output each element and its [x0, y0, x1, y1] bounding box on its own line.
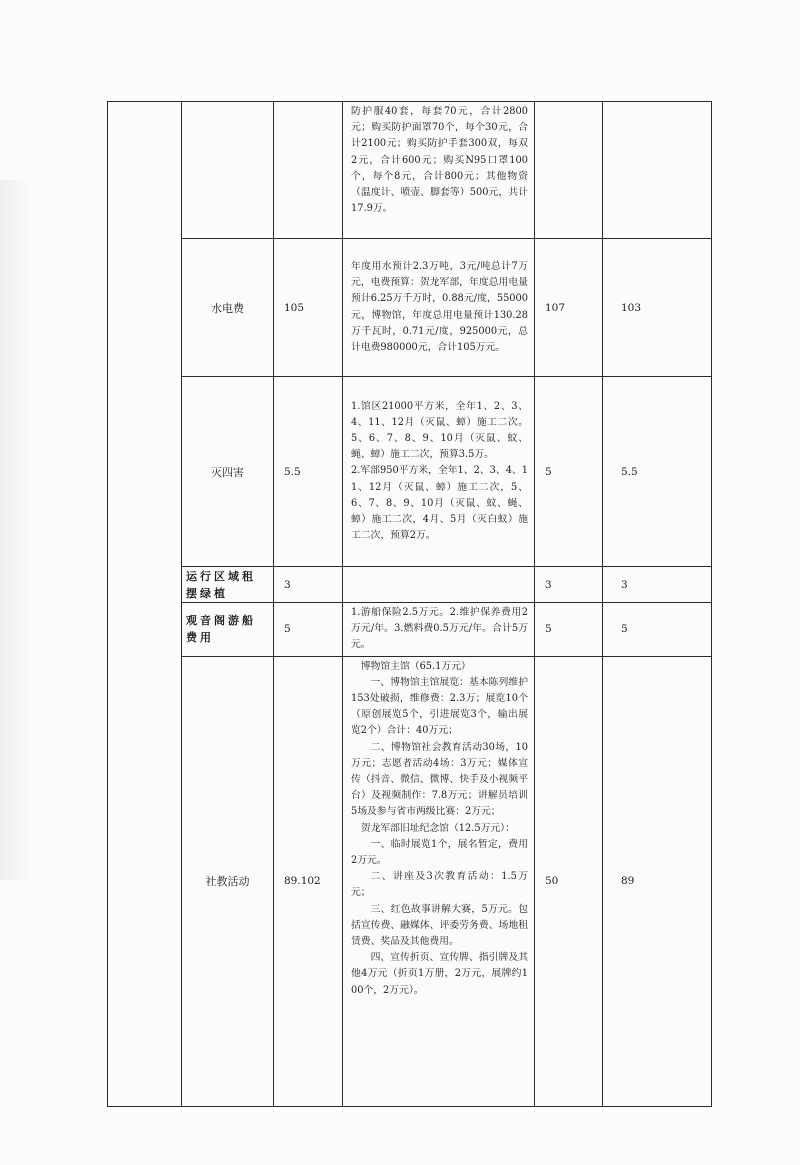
desc-text: 三、红色故事讲解大赛，5万元。包括宣传费、融媒体、评委劳务费、场地租赁费、奖品及其他费用。: [351, 903, 528, 948]
desc-cell: [343, 239, 535, 377]
item-cell: 观音阁游船费用: [182, 603, 274, 657]
desc-text: 2.军部950平方米，全年1、2、3、4、11、12月（灭鼠、蟑）施工二次，5、6、7、8、9、10月（灭鼠、蚊、蝇、蟑）施工二次，4月、5月（灭白蚁）施工二次，预算2万。: [351, 465, 528, 542]
desc-text: 二、讲座及3次教育活动：1.5万元；: [351, 871, 528, 899]
table-row: [108, 567, 712, 603]
table-row: [108, 377, 712, 567]
amount-cell: 3: [274, 567, 343, 603]
desc-cell: [343, 603, 535, 657]
value2-cell: 5: [603, 603, 712, 657]
desc-text: 贺龙军部旧址纪念馆（12.5万元）：: [360, 822, 515, 834]
table-row: [108, 603, 712, 657]
value1-cell: 107: [535, 239, 603, 377]
item-cell: 水电费: [182, 239, 274, 377]
desc-cell: [343, 377, 535, 567]
desc-text: 一、博物馆主馆展览：基本陈列维护153处破损，维修费：2.3万；展览10个（原创展览5个，引进展览3个，输出展览2个）合计：40万元；: [351, 676, 528, 737]
desc-text: 1.游船保险2.5万元。2.维护保养费用2万元/年。3.燃料费0.5万元/年。合计5万元。: [351, 607, 528, 651]
desc-cell: [343, 656, 535, 1106]
amount-cell: 89.102: [274, 656, 343, 1106]
table-row: [108, 239, 712, 377]
desc-cell: [343, 567, 535, 603]
amount-cell: [274, 102, 343, 239]
category-cell: [108, 102, 182, 1107]
value1-cell: 3: [535, 567, 603, 603]
amount-cell: 5: [274, 603, 343, 657]
value1-cell: 5: [535, 377, 603, 567]
desc-text: 博物馆主馆（65.1万元）: [360, 660, 471, 672]
table-row: [108, 102, 712, 239]
desc-text: 防护服40套，每套70元，合计2800元；购买防护面罩70个，每个30元，合计2100元；购买防护手套300双，每双2元，合计600元；购买N95口罩100个，每个8元，合计800元；其他物资（温度计、喷壶、脚套等）500元，共计17.9万。: [351, 106, 528, 215]
item-cell: [182, 102, 274, 239]
value1-cell: [535, 102, 603, 239]
item-cell: 运行区域租摆绿植: [182, 567, 274, 603]
amount-cell: 5.5: [274, 377, 343, 567]
budget-table: [107, 101, 712, 1107]
desc-text: 四、宣传折页、宣传牌、指引牌及其他4万元（折页1万册，2万元，展牌约100个，2万元）。: [351, 952, 528, 996]
table-row: [108, 656, 712, 1106]
value1-cell: 5: [535, 603, 603, 657]
value2-cell: 3: [603, 567, 712, 603]
item-cell: 社教活动: [182, 656, 274, 1106]
value2-cell: 5.5: [603, 377, 712, 567]
page-edge-shadow: [0, 180, 30, 880]
desc-text: 年度用水预计2.3万吨，3元/吨总计7万元，电费预算：贺龙军部，年度总用电量预计6.25万千万时，0.88元/度，55000元，博物馆，年度总用电量预计130.28万千瓦时，0.71元/度，925000元，总计电费980000元，合计105万元。: [351, 260, 528, 353]
amount-cell: 105: [274, 239, 343, 377]
item-cell: 灭四害: [182, 377, 274, 567]
desc-text: 二、博物馆社会教育活动30场，10万元；志愿者活动4场：3万元；媒体宣传（抖音、微信、微博、快手及小视频平台）及视频制作：7.8万元；讲解员培训5场及参与省市两级比赛：2万元；: [351, 741, 528, 818]
value2-cell: 89: [603, 656, 712, 1106]
value2-cell: [603, 102, 712, 239]
desc-text: 一、临时展览1个，展名暂定，费用2万元。: [351, 838, 528, 867]
desc-cell: [343, 102, 535, 239]
desc-text: 1.馆区21000平方米，全年1、2、3、4、11、12月（灭鼠、蟑）施工二次。5、6、7、8、9、10月（灭鼠、蚊、蝇、蟑）施工二次，预算3.5万。: [351, 400, 528, 461]
value1-cell: 50: [535, 656, 603, 1106]
value2-cell: 103: [603, 239, 712, 377]
